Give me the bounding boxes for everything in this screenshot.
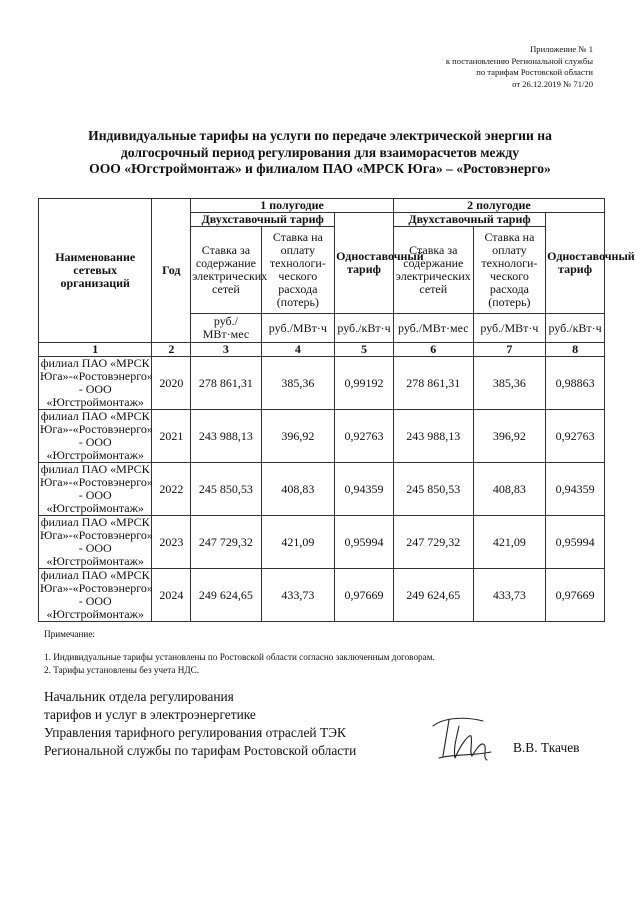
column-number: 3 xyxy=(191,343,261,357)
h2-loss-cell: 421,09 xyxy=(473,516,545,569)
header-half1: 1 полугодие xyxy=(191,199,394,213)
annex-header xyxy=(446,44,593,90)
h1-maint-cell: 249 624,65 xyxy=(191,569,261,622)
h2-single-cell: 0,98863 xyxy=(546,357,605,410)
header-two-part-h1: Двухставочный тариф xyxy=(191,213,335,227)
year-cell: 2021 xyxy=(152,410,191,463)
annex-line: Приложение № 1 xyxy=(530,44,593,54)
year-cell: 2020 xyxy=(152,357,191,410)
h1-maint-cell: 278 861,31 xyxy=(191,357,261,410)
h1-loss-cell: 421,09 xyxy=(261,516,335,569)
column-number: 4 xyxy=(261,343,335,357)
unit-maint-h1: руб./МВт·мес xyxy=(191,314,261,343)
h2-maint-cell: 247 729,32 xyxy=(393,516,473,569)
column-number: 2 xyxy=(152,343,191,357)
h1-loss-cell: 433,73 xyxy=(261,569,335,622)
header-loss-rate-h1: Ставка на оплату технологи-ческого расхода (потерь) xyxy=(261,227,335,314)
h2-maint-cell: 245 850,53 xyxy=(393,463,473,516)
h1-maint-cell: 245 850,53 xyxy=(191,463,261,516)
tariff-table xyxy=(38,198,635,622)
title-line: Индивидуальные тарифы на услуги по передаче электрической энергии на xyxy=(88,128,552,143)
h1-single-cell: 0,94359 xyxy=(335,463,394,516)
table-row xyxy=(39,463,605,516)
h2-loss-cell: 385,36 xyxy=(473,357,545,410)
column-number: 6 xyxy=(393,343,473,357)
title-line: ООО «Югстроймонтаж» и филиалом ПАО «МРСК Юга» – «Ростовэнерго» xyxy=(89,161,551,177)
signatory-line: Управления тарифного регулирования отраслей ТЭК xyxy=(44,725,346,740)
h2-maint-cell: 278 861,31 xyxy=(393,357,473,410)
document-title xyxy=(30,128,610,178)
column-number: 8 xyxy=(546,343,605,357)
notes-heading: Примечание: xyxy=(44,629,95,639)
handwritten-signature xyxy=(425,712,497,768)
header-maint-rate-h2: Ставка за содержание электрических сетей xyxy=(393,227,473,314)
h1-maint-cell: 247 729,32 xyxy=(191,516,261,569)
signatory-line: Начальник отдела регулирования xyxy=(44,689,234,704)
h2-maint-cell: 249 624,65 xyxy=(393,569,473,622)
column-number: 1 xyxy=(39,343,152,357)
annex-line: от 26.12.2019 № 71/20 xyxy=(512,78,593,89)
year-cell: 2022 xyxy=(152,463,191,516)
annex-line: к постановлению Региональной службы xyxy=(445,55,593,66)
h1-single-cell: 0,95994 xyxy=(335,516,394,569)
signatory-name: В.В. Ткачев xyxy=(513,740,580,755)
table-row xyxy=(39,569,605,622)
h1-loss-cell: 408,83 xyxy=(261,463,335,516)
h2-single-cell: 0,97669 xyxy=(546,569,605,622)
h2-single-cell: 0,95994 xyxy=(546,516,605,569)
signatory-line: Региональной службы по тарифам Ростовской области xyxy=(44,743,357,758)
year-cell: 2024 xyxy=(152,569,191,622)
header-year: Год xyxy=(152,199,191,343)
h2-loss-cell: 396,92 xyxy=(473,410,545,463)
signatory-position xyxy=(44,688,356,760)
header-org-name: Наименование сетевых организаций xyxy=(39,199,152,343)
notes-section xyxy=(44,628,435,677)
org-name-cell: филиал ПАО «МРСК Юга»-«Ростовэнерго» - ООО «Югстроймонтаж» xyxy=(40,356,153,409)
h1-maint-cell: 243 988,13 xyxy=(191,410,261,463)
unit-single-h1: руб./кВт·ч xyxy=(335,314,394,343)
note-item: 1. Индивидуальные тарифы установлены по Ростовской области согласно заключенным договорам. xyxy=(44,652,435,662)
header-two-part-h2: Двухставочный тариф xyxy=(393,213,545,227)
unit-loss-h2: руб./МВт·ч xyxy=(473,314,545,343)
annex-line: по тарифам Ростовской области xyxy=(476,67,593,78)
table-row xyxy=(39,410,605,463)
unit-loss-h1: руб./МВт·ч xyxy=(261,314,335,343)
title-line: долгосрочный период регулирования для взаиморасчетов между xyxy=(120,144,520,160)
column-number: 5 xyxy=(335,343,394,357)
h1-loss-cell: 385,36 xyxy=(261,357,335,410)
header-loss-rate-h2: Ставка на оплату технологи-ческого расхода (потерь) xyxy=(473,227,545,314)
org-name-cell: филиал ПАО «МРСК Юга»-«Ростовэнерго» - ООО «Югстроймонтаж» xyxy=(40,462,153,515)
h2-loss-cell: 408,83 xyxy=(473,463,545,516)
h2-loss-cell: 433,73 xyxy=(473,569,545,622)
table-row xyxy=(39,516,605,569)
signatory-line: тарифов и услуг в электроэнергетике xyxy=(44,707,256,722)
header-single-rate-h2: Одноставочный тариф xyxy=(546,213,605,314)
header-half2: 2 полугодие xyxy=(393,199,604,213)
h1-loss-cell: 396,92 xyxy=(261,410,335,463)
h2-single-cell: 0,92763 xyxy=(546,410,605,463)
unit-maint-h2: руб./МВт·мес xyxy=(393,314,473,343)
h1-single-cell: 0,97669 xyxy=(335,569,394,622)
org-name-cell: филиал ПАО «МРСК Юга»-«Ростовэнерго» - ООО «Югстроймонтаж» xyxy=(40,409,153,462)
h2-maint-cell: 243 988,13 xyxy=(393,410,473,463)
unit-single-h2: руб./кВт·ч xyxy=(546,314,605,343)
year-cell: 2023 xyxy=(152,516,191,569)
column-number: 7 xyxy=(473,343,545,357)
note-item: 2. Тарифы установлены без учета НДС. xyxy=(44,665,200,675)
org-name-cell: филиал ПАО «МРСК Юга»-«Ростовэнерго» - ООО «Югстроймонтаж» xyxy=(40,515,153,568)
h1-single-cell: 0,92763 xyxy=(335,410,394,463)
h2-single-cell: 0,94359 xyxy=(546,463,605,516)
h1-single-cell: 0,99192 xyxy=(335,357,394,410)
table-row xyxy=(39,357,605,410)
org-name-cell: филиал ПАО «МРСК Юга»-«Ростовэнерго» - ООО «Югстроймонтаж» xyxy=(40,568,153,621)
header-single-rate-h1: Одноставочный тариф xyxy=(335,213,394,314)
header-maint-rate-h1: Ставка за содержание электрических сетей xyxy=(191,227,261,314)
